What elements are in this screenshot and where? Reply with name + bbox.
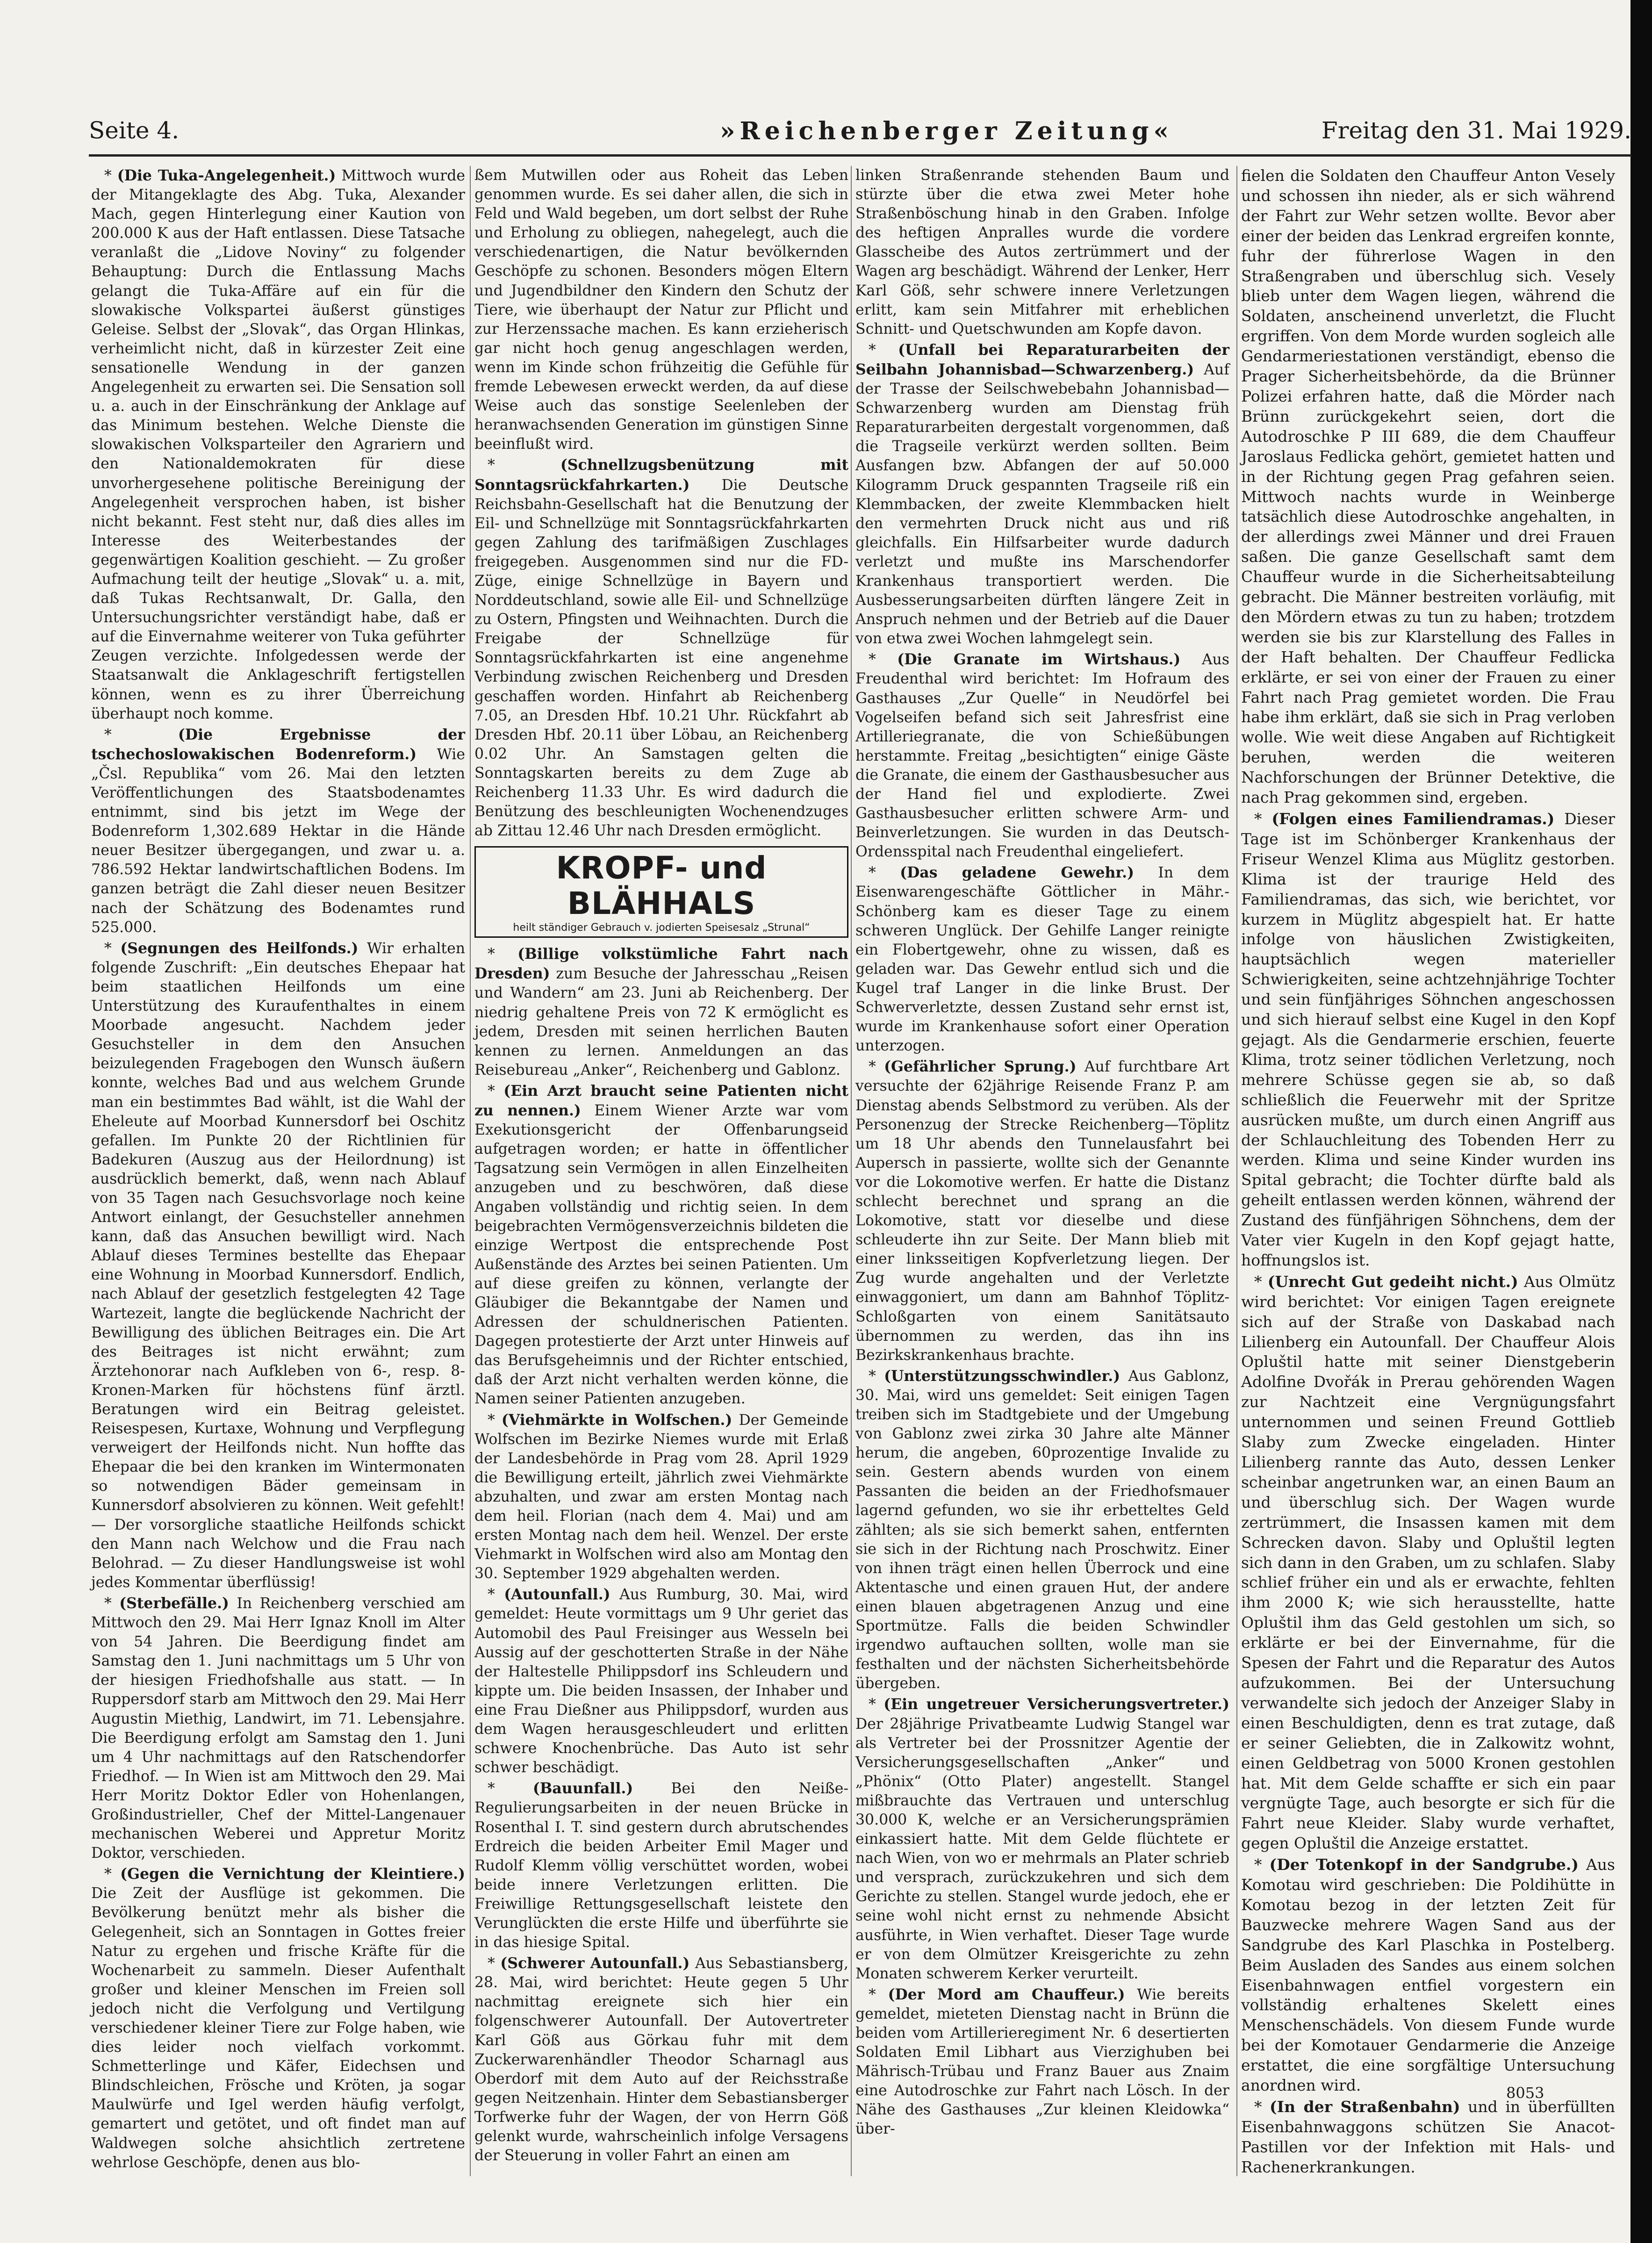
article-heading: (Das geladene Gewehr.) [900, 864, 1134, 882]
article-body: fielen die Soldaten den Chauffeur Anton Vesely und schossen ihn nieder, als er sich während der Fahrt zur Wehr setzen wollte. Bevor aber einer der beiden das Lenkrad ergreifen konnte, fuhr der führerlose Wagen in den Straßengraben und überschlug sich. Vesely blieb unter dem Wagen liegen, während die Soldaten, anscheinend unverletzt, die Flucht ergriffen. Von dem Morde wurden sogleich alle Gendarmeriestationen verständigt, ebenso die Prager Sicherheitsbehörde, da die Brünner Polizei erfahren hatte, daß die Mörder nach Brünn zurückgekehrt seien, dort die Autodroschke P III 689, die dem Chauffeur Jaroslaus Fedlicka gehört, gemietet hatten und in der Richtung gegen Prag gefahren seien. Mittwoch nachts wurde in Weinberge tatsächlich diese Autodroschke angehalten, in der allerdings zwei Männer und drei Frauen saßen. Die ganze Gesellschaft samt dem Chauffeur wurde in die Sicherheitsabteilung gebracht. Die Männer bestreiten vorläufig, mit den Mördern etwas zu tun zu haben; trotzdem werden sie bis zur Klarstellung des Falles in der Haft behalten. Der Chauffeur Fedlicka erklärte, er sei von einer der Frauen zu einer Fahrt nach Prag gemietet worden. Die Frau habe ihm erklärt, daß sie sich in Prag verloben wolle. Wie weit diese Angaben auf Richtigkeit beruhen, werden die weiteren Nachforschungen der Brünner Detektive, die nach Prag gekommen sind, ergeben. [1241, 166, 1615, 807]
article-body: Aus Olmütz wird berichtet: Vor einigen Tagen ereignete sich auf der Straße von Daskabad nach Lilienberg ein Autounfall. Der Chauffeur Alois Opluštil hatte mit seiner Dienstgeberin Adolfine Dvořák in Prerau gehörenden Wagen zur Nachtzeit eine Vergnügungsfahrt unternommen und seinen Freund Gottlieb Slaby zum Zwecke eingeladen. Hinter Lilienberg rannte das Auto, dessen Lenker scheinbar angetrunken war, an einen Baum an und überschlug sich. Der Wagen wurde zertrümmert, die Insassen kamen mit dem Schrecken davon. Slaby und Opluštil legten sich dann in den Graben, um zu schlafen. Slaby schlief früher ein und als er erwachte, fehlten ihm 2000 K; wie sich herausstellte, hatte Opluštil ihm das Geld gestohlen um sich, so erklärte er bei der Einvernahme, für die Spesen der Fahrt und die Reparatur des Autos aufzukommen. Bei der Untersuchung verwandelte sich jedoch der Anzeiger Slaby in einen Beschuldigten, denn es trat zutage, daß er seiner Geliebten, die in Zalkowitz wohnt, einen Geldbetrag von 5000 Kronen gestohlen hat. Mit dem Gelde schaffte er sich ein paar vergnügte Tage, auch besorgte er sich für die Fahrt neue Kleider. Slaby wurde verhaftet, gegen Opluštil die Anzeige erstattet. [1241, 1272, 1616, 1853]
article-body: und in überfüllten Eisenbahnwaggons schützen Sie Anacot-Pastillen vor der Infektion mit Hals- und Rachenerkrankungen. [1241, 2098, 1615, 2176]
article-body: Aus Komotau wird geschrieben: Die Poldihütte in Komotau bezog in der letzten Zeit für Bauzwecke mehrere Wagen Sand aus der Sandgrube des Karl Plaschka in Postelberg. Beim Ausladen des Sandes aus einem solchen Eisenbahnwagen entfiel vorgestern ein vollständig erhaltenes Skelett eines Menschenschädels. Von diesem Funde wurde bei der Komotauer Gendarmerie die Anzeige erstattet, die eine sorgfältige Untersuchung anordnen wird. [1241, 1855, 1615, 2095]
article-heading: (Der Totenkopf in der Sandgrube.) [1269, 1855, 1579, 1874]
header-rule [89, 154, 1631, 157]
article-item: * (Die Granate im Wirtshaus.) Aus Freudenthal wird berichtet: Im Hofraum des Gasthauses „Zur Quelle“ in Neudörfel bei Vogelseifen befand sich seit Jahresfrist eine Artilleriegranate, die von Schießübungen herstammte. Freitag „besichtigten“ einige Gäste die Granate, die einem der Gasthausbesucher aus der Hand fiel und explodierte. Zwei Gasthausbesucher erlitten schwere Arm- und Beinverletzungen. Sie wurden in das Deutsch-Ordensspital nach Freudenthal eingeliefert. [855, 651, 1230, 861]
article-body: Die Zeit der Ausflüge ist gekommen. Die Bevölkerung benützt mehr als bisher die Gelegenheit, sich an Sonntagen in Gottes freier Natur zu ergehen und frische Kräfte für die Wochenarbeit zu sammeln. Dieser Aufenthalt großer und kleiner Menschen im Freien soll jedoch nicht die Verfolgung und Vertilgung verschiedener kleiner Tiere zur Folge haben, wie dies leider noch vielfach vorkommt. Schmetterlinge und Käfer, Eidechsen und Blindschleichen, Frösche und Kröten, ja sogar Maulwürfe und Igel werden häufig verfolgt, gemartert und getötet, und oft findet man auf Waldwegen solche ahsichtlich zertretene wehrlose Geschöpfe, denen aus blo- [91, 1885, 465, 2171]
article-body: ßem Mutwillen oder aus Roheit das Leben genommen wurde. Es sei daher allen, die sich in Feld und Wald begeben, um dort selbst der Ruhe und Erholung zu obliegen, nahegelegt, auch die verschiedenartigen, die Natur bevölkernden Geschöpfe zu schonen. Besonders mögen Eltern und Jugendbildner den Kindern den Schutz der Tiere, wie überhaupt der Natur zur Pflicht und zur Herzenssache machen. Es kann erzieherisch gar nicht hoch genug angeschlagen werden, wenn im Kinde schon frühzeitig die Gefühle für fremde Lebewesen erweckt werden, da auf diese Weise auch das sonstige Seelenleben der heranwachsenden Generation im günstigen Sinne beeinflußt wird. [474, 167, 848, 453]
advertisement-headline: KROPF- und BLÄHHALS [556, 850, 767, 922]
advertisement [474, 846, 848, 938]
article-heading: (Folgen eines Familiendramas.) [1271, 810, 1555, 828]
article-item: * (Unrecht Gut gedeiht nicht.) Aus Olmütz wird berichtet: Vor einigen Tagen ereignete sich auf der Straße von Daskabad nach Lilienberg ein Autounfall. Der Chauffeur Alois Opluštil hatte mit seiner Dienstgeberin Adolfine Dvořák in Prerau gehörenden Wagen zur Nachtzeit eine Vergnügungsfahrt unternommen und seinen Freund Gottlieb Slaby zum Zwecke eingeladen. Hinter Lilienberg rannte das Auto, dessen Lenker scheinbar angetrunken war, an einen Baum an und überschlug sich. Der Wagen wurde zertrümmert, die Insassen kamen mit dem Schrecken davon. Slaby und Opluštil legten sich dann in den Graben, um zu schlafen. Slaby schlief früher ein und als er erwachte, fehlten ihm 2000 K; wie sich herausstellte, hatte Opluštil ihm das Geld gestohlen um sich, so erklärte er bei der Einvernahme, für die Spesen der Fahrt und die Reparatur des Autos aufzukommen. Bei der Untersuchung verwandelte sich jedoch der Anzeiger Slaby in einen Beschuldigten, denn es trat zutage, daß er seiner Geliebten, die in Zalkowitz wohnt, einen Geldbetrag von 5000 Kronen gestohlen hat. Mit dem Gelde schaffte er sich ein paar vergnügte Tage, auch besorgte er sich für die Fahrt neue Kleider. Slaby wurde verhaftet, gegen Opluštil die Anzeige erstattet. [1241, 1272, 1616, 1853]
article-heading: (Autounfall.) [504, 1586, 611, 1603]
article-item: * (Segnungen des Heilfonds.) Wir erhalten folgende Zuschrift: „Ein deutsches Ehepaar hat beim staatlichen Heilfonds um eine Unterstützung des Kuraufenthaltes in einem Moorbade angesucht. Nachdem jeder Gesuchsteller in dem den Ansuchen beizulegenden Fragebogen den Wunsch äußern konnte, welches Bad und aus welchem Grunde man ein bestimmtes Bad wählt, ist die Wahl der Eheleute auf Moorbad Kunnersdorf bei Oschitz gefallen. Im Punkte 20 der Richtlinien für Badekuren (Auszug aus der Heilordnung) ist ausdrücklich bemerkt, daß, wenn nach Ablauf von 35 Tagen nach Gesuchsvorlage noch keine Antwort einlangt, der Gesuchsteller annehmen kann, daß das Ansuchen bewilligt wird. Nach Ablauf dieses Termines bestellte das Ehepaar eine Wohnung in Moorbad Kunnersdorf. Endlich, nach Ablauf der gesetzlich festgelegten 42 Tage Wartezeit, langte die beglückende Nachricht der Bewilligung des üblichen Beitrages ein. Die Art des Beitrages ist nicht erwähnt; zum Ärztehonorar nach Aufkleben von 6-, resp. 8-Kronen-Marken für höchstens fünf ärztl. Beratungen wird ein Beitrag geleistet. Reisespesen, Kurtaxe, Wohnung und Verpflegung verweigert der Heilfonds nicht. Nun hoffte das Ehepaar die bei den kranken im Wintermonaten so notwendigen Bäder gemeinsam in Kunnersdorf absolvieren zu können. Weit gefehlt! — Der vorsorgliche staatliche Heilfonds schickt den Mann nach Welchow und die Frau nach Belohrad. — Zu dieser Handlungsweise ist wohl jedes Kommentar überflüssig! [91, 939, 466, 1591]
article-heading: (Ein ungetreuer Versicherungsvertreter.) [883, 1696, 1229, 1713]
article-item: * (Ein Arzt braucht seine Patienten nicht zu nennen.) Einem Wiener Arzte war vom Exekutionsgericht der Offenbarungseid aufgetragen worden; er hatte in öffentlicher Tagsatzung sein Vermögen in allen Einzelheiten anzugeben und zu beschwören, daß diese Angaben vollständig und richtig seien. In dem beigebrachten Vermögensverzeichnis bildeten die einzige Wertpost die entsprechende Post Außenstände des Arztes bei seinen Patienten. Um auf diese greifen zu können, verlangte der Gläubiger die Bekanntgabe der Namen und Adressen der schuldnerischen Patienten. Dagegen protestierte der Arzt unter Hinweis auf das Berufsgeheimnis und der Richter entschied, daß der Arzt nicht verhalten werden könne, die Namen seiner Patienten anzugeben. [474, 1082, 849, 1408]
article-item: * (Billige volkstümliche Fahrt nach Dresden) zum Besuche der Jahresschau „Reisen und Wandern“ am 23. Juni ab Reichenberg. Der niedrig gehaltene Preis von 72 K ermöglicht es jedem, Dresden mit seinen herrlichen Bauten kennen zu lernen. Anmeldungen an das Reisebureau „Anker“, Reichenberg und Gablonz. [474, 945, 848, 1078]
column-3 [855, 166, 1229, 2141]
article-body: Wir erhalten folgende Zuschrift: „Ein deutsches Ehepaar hat beim staatlichen Heilfonds um eine Unterstützung des Kuraufenthaltes in einem Moorbade angesucht. Nachdem jeder Gesuchsteller in dem den Ansuchen beizulegenden Fragebogen den Wunsch äußern konnte, welches Bad und aus welchem Grunde man ein bestimmtes Bad wählt, ist die Wahl der Eheleute auf Moorbad Kunnersdorf bei Oschitz gefallen. Im Punkte 20 der Richtlinien für Badekuren (Auszug aus der Heilordnung) ist ausdrücklich bemerkt, daß, wenn nach Ablauf von 35 Tagen nach Gesuchsvorlage noch keine Antwort einlangt, der Gesuchsteller annehmen kann, daß das Ansuchen bewilligt wird. Nach Ablauf dieses Termines bestellte das Ehepaar eine Wohnung in Moorbad Kunnersdorf. Endlich, nach Ablauf der gesetzlich festgelegten 42 Tage Wartezeit, langte die beglückende Nachricht der Bewilligung des üblichen Beitrages ein. Die Art des Beitrages ist nicht erwähnt; zum Ärztehonorar nach Aufkleben von 6-, resp. 8-Kronen-Marken für höchstens fünf ärztl. Beratungen wird ein Beitrag geleistet. Reisespesen, Kurtaxe, Wohnung und Verpflegung verweigert der Heilfonds nicht. Nun hoffte das Ehepaar die bei den kranken im Wintermonaten so notwendigen Bäder gemeinsam in Kunnersdorf absolvieren zu können. Weit gefehlt! — Der vorsorgliche staatliche Heilfonds schickt den Mann nach Welchow und die Frau nach Belohrad. — Zu dieser Handlungsweise ist wohl jedes Kommentar überflüssig! [91, 940, 466, 1591]
article-heading: (Ein Arzt braucht seine Patienten nicht zu nennen.) [474, 1082, 848, 1120]
article-item [474, 166, 848, 454]
article-item: * (Ein ungetreuer Versicherungsvertreter.) Der 28jährige Privatbeamte Ludwig Stangel war als Vertreter bei der Prossnitzer Agentie der Versicherungsgesellschaften „Anker“ und „Phönix“ (Otto Plater) angestellt. Stangel mißbrauchte das Vertrauen und unterschlug 30.000 K, welche er an Versicherungsprämien einkassiert hatte. Mit dem Gelde flüchtete er nach Wien, von wo er mehrmals an Plater schrieb und versprach, zurückzukehren und sich dem Gerichte zu stellen. Stangel wurde jedoch, ehe er seine wohl nicht ernst zu nehmende Absicht ausführte, in Wien verhaftet. Dieser Tage wurde er von dem Olmützer Kreisgerichte zu zehn Monaten schwerem Kerker verurteilt. [855, 1696, 1229, 1982]
issue-date: Freitag den 31. Mai 1929. [1321, 117, 1631, 144]
article-body: Die Deutsche Reichsbahn-Gesellschaft hat die Benutzung der Eil- und Schnellzüge mit Sonntagsrückfahrkarten gegen Zahlung des tarifmäßigen Zuschlages freigegeben. Ausgenommen sind nur die FD-Züge, einige Schnellzüge in Bayern und Norddeutschland, sowie alle Eil- und Schnellzüge zu Ostern, Pfingsten und Weihnachten. Durch die Freigabe der Schnellzüge für Sonntagsrückfahrkarten ist eine angenehme Verbindung zwischen Reichenberg und Dresden geschaffen worden. Hinfahrt ab Reichenberg 7.05, an Dresden Hbf. 10.21 Uhr. Rückfahrt ab Dresden Hbf. 20.11 über Löbau, an Reichenberg 0.02 Uhr. An Samstagen gelten die Sonntagskarten bereits zu dem Zuge ab Reichenberg 11.33 Uhr. Es wird dadurch die Benützung des beschleunigten Wochenendzuges ab Zittau 12.46 Uhr nach Dresden ermöglicht. [474, 476, 848, 840]
article-item: * (Schwerer Autounfall.) Aus Sebastiansberg, 28. Mai, wird berichtet: Heute gegen 5 Uhr nachmittag ereignete sich hier ein folgenschwerer Autounfall. Der Autovertreter Karl Göß aus Görkau fuhr mit dem Zuckerwarenhändler Theodor Scharnagl aus Oberdorf mit dem Auto auf der Reichsstraße gegen Neitzenhain. Hinter dem Sebastiansberger Torfwerke fuhr der Wagen, der von Herrn Göß gelenkt wurde, wahrscheinlich infolge Versagens der Steuerung in voller Fahrt an einen am [474, 1955, 849, 2164]
article-item: * (Sterbefälle.) In Reichenberg verschied am Mittwoch den 29. Mai Herr Ignaz Knoll im Alter von 54 Jahren. Die Beerdigung findet am Samstag den 1. Juni nachmittags um 5 Uhr von der hiesigen Friedhofshalle aus statt. — In Ruppersdorf starb am Mittwoch den 29. Mai Herr Augustin Miethig, Landwirt, im 71. Lebensjahre. Die Beerdigung erfolgt am Samstag den 1. Juni um 4 Uhr nachmittags auf den Ratschendorfer Friedhof. — In Wien ist am Mittwoch den 29. Mai Herr Moritz Doktor Edler von Hohenlangen, Großindustrieller, Chef der Mittel-Langenauer mechanischen Weberei und Appretur Moritz Doktor, verschieden. [91, 1594, 466, 1862]
article-heading: (Gefährlicher Sprung.) [884, 1058, 1077, 1076]
column-divider [851, 166, 852, 2176]
article-body: Der Gemeinde Wolfschen im Bezirke Niemes wurde mit Erlaß der Landesbehörde in Prag vom 28. April 1929 die Bewilligung erteilt, jährlich zwei Viehmärkte abzuhalten, und zwar am ersten Montag nach dem heil. Florian (nach dem 4. Mai) und am ersten Montag nach dem heil. Wenzel. Der erste Viehmarkt in Wolfschen wird also am Montag den 30. September 1929 abgehalten werden. [474, 1411, 848, 1582]
article-body: Dieser Tage ist im Schönberger Krankenhaus der Friseur Wenzel Klima aus Müglitz gestorben. Klima ist der traurige Held des Familiendramas, das sich, wie berichtet, vor kurzem in Müglitz abgespielt hat. Er hatte infolge von häuslichen Zwistigkeiten, hauptsächlich wegen materieller Schwierigkeiten, seine achtzehnjährige Tochter und sein fünfjähriges Söhnchen angeschossen und sich hierauf selbst eine Kugel in den Kopf gejagt. Als die Gendarmerie erschien, feuerte Klima, trotz seiner tödlichen Verletzung, noch mehrere Schüsse gegen sie ab, so daß schließlich die Feuerwehr mit der Spritze ausrücken mußte, um durch einen Angriff aus der Schlauchleitung des Tobenden Herr zu werden. Klima und seine Kinder wurden ins Spital gebracht; die Tochter dürfte bald als geheilt entlassen werden können, während der Zustand des fünfjährigen Söhnchens, dem der Vater vier Kugeln in den Kopf gejagt hatte, hoffnungslos ist. [1241, 810, 1615, 1269]
column-divider [470, 166, 471, 2176]
column-4 [1241, 166, 1615, 2179]
footer-number: 8053 [1506, 2084, 1544, 2102]
article-item: * (Der Mord am Chauffeur.) Wie bereits gemeldet, mieteten Dienstag nacht in Brünn die beiden vom Artillerieregiment Nr. 6 desertierten Soldaten Emil Libhart aus Vierzighuben bei Mährisch-Trübau und Franz Bauer aus Znaim eine Autodroschke zur Fahrt nach Lösch. In der Nähe des Gasthauses „Zur kleinen Kleidowka“ über- [855, 1985, 1229, 2138]
article-heading: (Schnellzugsbenützung mit Sonntagsrückfahrkarten.) [474, 456, 848, 494]
article-item: * (Autounfall.) Aus Rumburg, 30. Mai, wird gemeldet: Heute vormittags um 9 Uhr geriet das Automobil des Paul Freisinger aus Wesseln bei Aussig auf der geschotterten Straße in der Nähe der Haltestelle Philippsdorf ins Schleudern und kippte um. Die beiden Insassen, der Inhaber und eine Frau Dießner aus Philippsdorf, wurden aus dem Wagen herausgeschleudert und erlitten schwere Knochenbrüche. Das Auto ist sehr schwer beschädigt. [474, 1586, 848, 1776]
article-item: * (Die Tuka-Angelegenheit.) Mittwoch wurde der Mitangeklagte des Abg. Tuka, Alexander Mach, gegen Hinterlegung einer Kaution von 200.000 K aus der Haft entlassen. Diese Tatsache veranlaßt die „Lidove Noviny“ zu folgender Behauptung: Durch die Entlassung Machs gelangt die Tuka-Affäre auf ein für die slowakische Volkspartei äußerst günstiges Geleise. Selbst der „Slovak“, das Organ Hlinkas, verheimlicht nicht, daß in kürzester Zeit eine sensationelle Wendung in der ganzen Angelegenheit zu erwarten sei. Die Sensation soll u. a. auch in der Einschränkung der Anklage auf das Minimum bestehen. Welche Dienste die slowakischen Volksparteiler den Agrariern und den Nationaldemokraten für diese unvorhergesehene politische Bereinigung der Angelegenheit versprochen haben, ist bisher nicht bekannt. Fest steht nur, daß dies alles im Interesse des Weiterbestandes der gegenwärtigen Koalition geschieht. — Zu großer Aufmachung teilt der heutige „Slovak“ u. a. mit, daß Tukas Rechtsanwalt, Dr. Galla, den Untersuchungsrichter verständigt habe, daß er auf die Einvernahme weiterer von Tuka geführter Zeugen verzichte. Infolgedessen werde der Staatsanwalt die Anklageschrift fertigstellen können, wenn es zu ihrer Überreichung überhaupt noch komme. [91, 167, 466, 722]
article-body: Mittwoch wurde der Mitangeklagte des Abg. Tuka, Alexander Mach, gegen Hinterlegung einer Kaution von 200.000 K aus der Haft entlassen. Diese Tatsache veranlaßt die „Lidove Noviny“ zu folgender Behauptung: Durch die Entlassung Machs gelangt die Tuka-Affäre auf ein für die slowakische Volkspartei äußerst günstiges Geleise. Selbst der „Slovak“, das Organ Hlinkas, verheimlicht nicht, daß in kürzester Zeit eine sensationelle Wendung in der ganzen Angelegenheit zu erwarten sei. Die Sensation soll u. a. auch in der Einschränkung der Anklage auf das Minimum bestehen. Welche Dienste die slowakischen Volksparteiler den Agrariern und den Nationaldemokraten für diese unvorhergesehene politische Bereinigung der Angelegenheit versprochen haben, ist bisher nicht bekannt. Fest steht nur, daß dies alles im Interesse des Weiterbestandes der gegenwärtigen Koalition geschieht. — Zu großer Aufmachung teilt der heutige „Slovak“ u. a. mit, daß Tukas Rechtsanwalt, Dr. Galla, den Untersuchungsrichter verständigt habe, daß er auf die Einvernahme weiterer von Tuka geführter Zeugen verzichte. Infolgedessen werde der Staatsanwalt die Anklageschrift fertigstellen können, wenn es zu ihrer Überreichung überhaupt noch komme. [91, 167, 466, 722]
article-item [855, 166, 1229, 339]
article-heading: (Bauunfall.) [532, 1780, 633, 1797]
scan-edge-shadow [1630, 0, 1652, 2243]
column-divider [1236, 166, 1237, 2176]
article-body: Bei den Neiße-Regulierungsarbeiten in der neuen Brücke in Rosenthal I. T. sind gestern durch abrutschendes Erdreich die beiden Arbeiter Emil Mager und Rudolf Klemm völlig verschüttet worden, wobei beide innere Verletzungen erlitten. Die Freiwillige Rettungsgesellschaft leistete den Verunglückten die erste Hilfe und überführte sie in das hiesige Spital. [474, 1780, 849, 1951]
article-heading: (Billige volkstümliche Fahrt nach Dresden) [474, 945, 848, 983]
article-item: * (Unterstützungsschwindler.) Aus Gablonz, 30. Mai, wird uns gemeldet: Seit einigen Tagen treiben sich im Stadtgebiete und der Umgebung von Gablonz zwei zirka 30 Jahre alte Männer herum, die angeben, 60prozentige Invalide zu sein. Gestern abends wurden von einem Passanten die beiden an der Friedhofsmauer lagernd gefunden, wo sie ihr erbetteltes Geld zählten; als sie sich bemerkt sahen, entfernten sie sich in der Richtung nach Proschwitz. Einer von ihnen trägt einen hellen Überrock und eine Aktentasche und einen grauen Hut, der andere einen blauen abgetragenen Anzug und eine Sportmütze. Falls die beiden Schwindler irgendwo auftauchen sollten, wolle man sie festhalten und der nächsten Sicherheitsbehörde übergeben. [855, 1367, 1229, 1692]
article-item: * (Das geladene Gewehr.) In dem Eisenwarengeschäfte Göttlicher in Mähr.-Schönberg kam es dieser Tage zu einem schweren Unglück. Der Gehilfe Langer reinigte ein Flobertgewehr, ohne zu wissen, daß es geladen war. Das Gewehr entlud sich und die Kugel traf Langer in die linke Brust. Der Schwerverletzte, dessen Zustand sehr ernst ist, wurde im Krankenhause sofort einer Operation unterzogen. [855, 864, 1230, 1055]
article-body: In Reichenberg verschied am Mittwoch den 29. Mai Herr Ignaz Knoll im Alter von 54 Jahren. Die Beerdigung findet am Samstag den 1. Juni nachmittags um 5 Uhr von der hiesigen Friedhofshalle aus statt. — In Ruppersdorf starb am Mittwoch den 29. Mai Herr Augustin Miethig, Landwirt, im 71. Lebensjahre. Die Beerdigung erfolgt am Samstag den 1. Juni um 4 Uhr nachmittags auf den Ratschendorfer Friedhof. — In Wien ist am Mittwoch den 29. Mai Herr Moritz Doktor Edler von Hohenlangen, Großindustrieller, Chef der Mittel-Langenauer mechanischen Weberei und Appretur Moritz Doktor, verschieden. [91, 1595, 466, 1862]
column-2 [474, 166, 848, 2167]
article-body: Auf furchtbare Art versuchte der 62jährige Reisende Franz P. am Dienstag abends Selbstmord zu verüben. Als der Personenzug der Strecke Reichenberg—Töplitz um 18 Uhr abends den Tunnelausfahrt bei Aupersch in passierte, wollte sich der Genannte vor die Lokomotive werfen. Er hatte die Distanz schlecht berechnet und sprang an die Lokomotive, statt vor dieselbe und diese schleuderte ihn zur Seite. Der Mann blieb mit einer linksseitigen Kopfverletzung liegen. Der Zug wurde angehalten und der Verletzte einwaggoniert, um dann am Bahnhof Töplitz-Schloßgarten von einem Sanitätsauto übernommen zu werden, das ihn ins Bezirkskrankenhaus brachte. [855, 1058, 1229, 1364]
article-item: * (Gegen die Vernichtung der Kleintiere.) Die Zeit der Ausflüge ist gekommen. Die Bevölkerung benützt mehr als bisher die Gelegenheit, sich an Sonntagen in Gottes freier Natur zu ergehen und frische Kräfte für die Wochenarbeit zu sammeln. Dieser Aufenthalt großer und kleiner Menschen im Freien soll jedoch nicht die Verfolgung und Vertilgung verschiedener kleiner Tiere zur Folge haben, wie dies leider noch vielfach vorkommt. Schmetterlinge und Käfer, Eidechsen und Blindschleichen, Frösche und Kröten, ja sogar Maulwürfe und Igel werden häufig verfolgt, gemartert und getötet, und oft findet man auf Waldwegen solche ahsichtlich zertretene wehrlose Geschöpfe, denen aus blo- [91, 1865, 465, 2171]
article-heading: (Sterbefälle.) [119, 1594, 229, 1612]
article-item: * (Viehmärkte in Wolfschen.) Der Gemeinde Wolfschen im Bezirke Niemes wurde mit Erlaß der Landesbehörde in Prag vom 28. April 1929 die Bewilligung erteilt, jährlich zwei Viehmärkte abzuhalten, und zwar am ersten Montag nach dem heil. Florian (nach dem 4. Mai) und am ersten Montag nach dem heil. Wenzel. Der erste Viehmarkt in Wolfschen wird also am Montag den 30. September 1929 abgehalten werden. [474, 1411, 848, 1582]
article-body: Auf der Trasse der Seilschwebebahn Johannisbad—Schwarzenberg wurden am Dienstag früh Reparaturarbeiten dergestalt vorgenommen, daß die Tragseile verkürzt werden sollten. Beim Ausfangen bzw. Abfangen der auf 50.000 Kilogramm Druck gespannten Tragseile riß ein Klemmbacken, der zweite Klemmbacken hielt den vermehrten Druck nicht aus und riß gleichfalls. Ein Hilfsarbeiter wurde dadurch verletzt und mußte ins Marschendorfer Krankenhaus transportiert werden. Die Ausbesserungsarbeiten dürften längere Zeit in Anspruch nehmen und der Betrieb auf die Dauer von etwa zwei Wochen lahmgelegt sein. [855, 361, 1229, 647]
article-heading: (Die Granate im Wirtshaus.) [897, 651, 1181, 669]
article-body: Aus Rumburg, 30. Mai, wird gemeldet: Heute vormittags um 9 Uhr geriet das Automobil des Paul Freisinger aus Wesseln bei Aussig auf der geschotterten Straße in der Nähe der Haltestelle Philippsdorf ins Schleudern und kippte um. Die beiden Insassen, der Inhaber und eine Frau Dießner aus Philippsdorf, wurden aus dem Wagen herausgeschleudert und erlitten schwere Knochenbrüche. Das Auto ist sehr schwer beschädigt. [474, 1586, 848, 1776]
article-item: * (Die Ergebnisse der tschechoslowakischen Bodenreform.) Wie „Čsl. Republika“ vom 26. Mai den letzten Veröffentlichungen des Staatsbodenamtes entnimmt, sind bis jetzt im Wege der Bodenreform 1,302.689 Hektar in die Hände neuer Besitzer übergegangen, und zwar u. a. 786.592 Hektar landwirtschaftlichen Bodens. Im ganzen beträgt die Zahl dieser neuen Besitzer nach der Schätzung des Bodenamtes rund 525.000. [91, 726, 466, 936]
article-heading: (Die Tuka-Angelegenheit.) [117, 167, 336, 184]
article-heading: (Der Mord am Chauffeur.) [888, 1985, 1125, 2003]
article-item: * (Folgen eines Familiendramas.) Dieser Tage ist im Schönberger Krankenhaus der Friseur Wenzel Klima aus Müglitz gestorben. Klima ist der traurige Held des Familiendramas, das sich, wie berichtet, vor kurzem in Müglitz abgespielt hat. Er hatte infolge von häuslichen Zwistigkeiten, hauptsächlich wegen materieller Schwierigkeiten, seine achtzehnjährige Tochter und sein fünfjähriges Söhnchen angeschossen und sich hierauf selbst eine Kugel in den Kopf gejagt. Als die Gendarmerie erschien, feuerte Klima, trotz seiner tödlichen Verletzung, noch mehrere Schüsse gegen sie ab, so daß schließlich die Feuerwehr mit der Spritze ausrücken mußte, um durch einen Angriff aus der Schlauchleitung des Tobenden Herr zu werden. Klima und seine Kinder wurden ins Spital gebracht; die Tochter dürfte bald als geheilt entlassen werden können, während der Zustand des fünfjährigen Söhnchens, dem der Vater vier Kugeln in den Kopf gejagt hatte, hoffnungslos ist. [1241, 810, 1615, 1269]
article-body: Aus Sebastiansberg, 28. Mai, wird berichtet: Heute gegen 5 Uhr nachmittag ereignete sich hier ein folgenschwerer Autounfall. Der Autovertreter Karl Göß aus Görkau fuhr mit dem Zuckerwarenhändler Theodor Scharnagl aus Oberdorf mit dem Auto auf der Reichsstraße gegen Neitzenhain. Hinter dem Sebastiansberger Torfwerke fuhr der Wagen, der von Herrn Göß gelenkt wurde, wahrscheinlich infolge Versagens der Steuerung in voller Fahrt an einen am [474, 1955, 849, 2164]
article-item [1241, 166, 1615, 808]
article-item: * (In der Straßenbahn) und in überfüllten Eisenbahnwaggons schützen Sie Anacot-Pastillen vor der Infektion mit Hals- und Rachenerkrankungen. [1241, 2098, 1615, 2176]
article-heading: (Viehmärkte in Wolfschen.) [501, 1411, 733, 1429]
article-heading: (Gegen die Vernichtung der Kleintiere.) [120, 1865, 465, 1883]
article-body: Einem Wiener Arzte war vom Exekutionsgericht der Offenbarungseid aufgetragen worden; er hatte in öffentlicher Tagsatzung sein Vermögen in allen Einzelheiten anzugeben und zu beschwören, daß diese Angaben vollständig und richtig seien. In dem beigebrachten Vermögensverzeichnis bildeten die einzige Wertpost die entsprechende Post Außenstände des Arztes bei seinen Patienten. Um auf diese greifen zu können, verlangte der Gläubiger die Bekanntgabe der Namen und Adressen der schuldnerischen Patienten. Dagegen protestierte der Arzt unter Hinweis auf das Berufsgeheimnis und der Richter entschied, daß der Arzt nicht verhalten werden könne, die Namen seiner Patienten anzugeben. [474, 1102, 849, 1408]
newspaper-title: »Reichenberger Zeitung« [720, 117, 1173, 145]
article-heading: (Unrecht Gut gedeiht nicht.) [1267, 1272, 1518, 1291]
article-body: Aus Gablonz, 30. Mai, wird uns gemeldet: Seit einigen Tagen treiben sich im Stadtgebiete und der Umgebung von Gablonz zwei zirka 30 Jahre alte Männer herum, die angeben, 60prozentige Invalide zu sein. Gestern abends wurden von einem Passanten die beiden an der Friedhofsmauer lagernd gefunden, wo sie ihr erbetteltes Geld zählten; als sie sich bemerkt sahen, entfernten sie sich in der Richtung nach Proschwitz. Einer von ihnen trägt einen hellen Überrock und eine Aktentasche und einen grauen Hut, der andere einen blauen abgetragenen Anzug und eine Sportmütze. Falls die beiden Schwindler irgendwo auftauchen sollten, wolle man sie festhalten und der nächsten Sicherheitsbehörde übergeben. [855, 1367, 1229, 1692]
article-heading: (In der Straßenbahn) [1270, 2098, 1460, 2116]
article-item: * (Der Totenkopf in der Sandgrube.) Aus Komotau wird geschrieben: Die Poldihütte in Komotau bezog in der letzten Zeit für Bauzwecke mehrere Wagen Sand aus der Sandgrube des Karl Plaschka in Postelberg. Beim Ausladen des Sandes aus einem solchen Eisenbahnwagen entfiel vorgestern ein vollständig erhaltenes Skelett eines Menschenschädels. Von diesem Funde wurde bei der Komotauer Gendarmerie die Anzeige erstattet, die eine sorgfältige Untersuchung anordnen wird. [1241, 1855, 1615, 2095]
article-heading: (Unterstützungsschwindler.) [884, 1367, 1120, 1385]
article-body: Wie bereits gemeldet, mieteten Dienstag nacht in Brünn die beiden vom Artillerieregiment Nr. 6 desertierten Soldaten Emil Libhart aus Vierzighuben bei Mährisch-Trübau und Franz Bauer aus Znaim eine Autodroschke zur Fahrt nach Lösch. In der Nähe des Gasthauses „Zur kleinen Kleidowka“ über- [855, 1986, 1229, 2138]
article-heading: (Schwerer Autounfall.) [500, 1955, 690, 1972]
article-item: * (Schnellzugsbenützung mit Sonntagsrückfahrkarten.) Die Deutsche Reichsbahn-Gesellschaft hat die Benutzung der Eil- und Schnellzüge mit Sonntagsrückfahrkarten gegen Zahlung des tarifmäßigen Zuschlages freigegeben. Ausgenommen sind nur die FD-Züge, einige Schnellzüge in Bayern und Norddeutschland, sowie alle Eil- und Schnellzüge zu Ostern, Pfingsten und Weihnachten. Durch die Freigabe der Schnellzüge für Sonntagsrückfahrkarten ist eine angenehme Verbindung zwischen Reichenberg und Dresden geschaffen worden. Hinfahrt ab Reichenberg 7.05, an Dresden Hbf. 10.21 Uhr. Rückfahrt ab Dresden Hbf. 20.11 über Löbau, an Reichenberg 0.02 Uhr. An Samstagen gelten die Sonntagskarten bereits zu dem Zuge ab Reichenberg 11.33 Uhr. Es wird dadurch die Benützung des beschleunigten Wochenendzuges ab Zittau 12.46 Uhr nach Dresden ermöglicht. [474, 456, 848, 840]
article-body: Aus Freudenthal wird berichtet: Im Hofraum des Gasthauses „Zur Quelle“ in Neudörfel bei Vogelseifen befand sich seit Jahresfrist eine Artilleriegranate, die von Schießübungen herstammte. Freitag „besichtigten“ einige Gäste die Granate, die einem der Gasthausbesucher aus der Hand fiel und explodierte. Zwei Gasthausbesucher erlitten schwere Arm- und Beinverletzungen. Sie wurden in das Deutsch-Ordensspital nach Freudenthal eingeliefert. [855, 651, 1230, 861]
article-body: In dem Eisenwarengeschäfte Göttlicher in Mähr.-Schönberg kam es dieser Tage zu einem schweren Unglück. Der Gehilfe Langer reinigte ein Flobertgewehr, ohne zu wissen, daß es geladen war. Das Gewehr entlud sich und die Kugel traf Langer in die linke Brust. Der Schwerverletzte, dessen Zustand sehr ernst ist, wurde im Krankenhause sofort einer Operation unterzogen. [855, 864, 1230, 1055]
article-body: linken Straßenrande stehenden Baum und stürzte über die etwa zwei Meter hohe Straßenböschung hinab in den Graben. Infolge des heftigen Anpralles wurde die vordere Glasscheibe des Autos zertrümmert und der Wagen arg beschädigt. Während der Lenker, Herr Karl Göß, sehr schwere innere Verletzungen erlitt, kam sein Mitfahrer mit erheblichen Schnitt- und Quetschwunden am Kopfe davon. [855, 167, 1229, 338]
page-header [89, 117, 1631, 154]
article-body: Wie „Čsl. Republika“ vom 26. Mai den letzten Veröffentlichungen des Staatsbodenamtes entnimmt, sind bis jetzt im Wege der Bodenreform 1,302.689 Hektar in die Hände neuer Besitzer übergegangen, und zwar u. a. 786.592 Hektar landwirtschaftlichen Bodens. Im ganzen beträgt die Zahl dieser neuen Besitzer nach der Schätzung des Bodenamtes rund 525.000. [91, 746, 466, 936]
article-body: Der 28jährige Privatbeamte Ludwig Stangel war als Vertreter bei der Prossnitzer Agentie der Versicherungsgesellschaften „Anker“ und „Phönix“ (Otto Plater) angestellt. Stangel mißbrauchte das Vertrauen und unterschlug 30.000 K, welche er an Versicherungsprämien einkassiert hatte. Mit dem Gelde flüchtete er nach Wien, von wo er mehrmals an Plater schrieb und versprach, zurückzukehren und sich dem Gerichte zu stellen. Stangel wurde jedoch, ehe er seine wohl nicht ernst zu nehmende Absicht ausführte, in Wien verhaftet. Dieser Tage wurde er von dem Olmützer Kreisgerichte zu zehn Monaten schwerem Kerker verurteilt. [855, 1715, 1229, 1982]
article-body: zum Besuche der Jahresschau „Reisen und Wandern“ am 23. Juni ab Reichenberg. Der niedrig gehaltene Preis von 72 K ermöglicht es jedem, Dresden mit seinen herrlichen Bauten kennen zu lernen. Anmeldungen an das Reisebureau „Anker“, Reichenberg und Gablonz. [474, 965, 848, 1078]
article-heading: (Unfall bei Reparaturarbeiten der Seilbahn Johannisbad—Schwarzenberg.) [855, 341, 1230, 378]
article-item: * (Bauunfall.) Bei den Neiße-Regulierungsarbeiten in der neuen Brücke in Rosenthal I. T. sind gestern durch abrutschendes Erdreich die beiden Arbeiter Emil Mager und Rudolf Klemm völlig verschüttet worden, wobei beide innere Verletzungen erlitten. Die Freiwillige Rettungsgesellschaft leistete den Verunglückten die erste Hilfe und überführte sie in das hiesige Spital. [474, 1780, 849, 1951]
column-1 [91, 166, 465, 2174]
page-number-label: Seite 4. [89, 117, 180, 144]
article-item: * (Unfall bei Reparaturarbeiten der Seilbahn Johannisbad—Schwarzenberg.) Auf der Trasse der Seilschwebebahn Johannisbad—Schwarzenberg wurden am Dienstag früh Reparaturarbeiten dergestalt vorgenommen, daß die Tragseile verkürzt werden sollten. Beim Ausfangen bzw. Abfangen der auf 50.000 Kilogramm Druck gespannten Tragseile riß ein Klemmbacken, der zweite Klemmbacken hielt den vermehrten Druck nicht aus und riß gleichfalls. Ein Hilfsarbeiter wurde dadurch verletzt und mußte ins Marschendorfer Krankenhaus transportiert werden. Die Ausbesserungsarbeiten dürften längere Zeit in Anspruch nehmen und der Betrieb auf die Dauer von etwa zwei Wochen lahmgelegt sein. [855, 341, 1230, 647]
article-heading: (Die Ergebnisse der tschechoslowakischen Bodenreform.) [91, 726, 465, 763]
advertisement-subline: heilt ständiger Gebrauch v. jodierten Speisesalz „Strunal“ [513, 922, 810, 934]
article-item: * (Gefährlicher Sprung.) Auf furchtbare Art versuchte der 62jährige Reisende Franz P. am Dienstag abends Selbstmord zu verüben. Als der Personenzug der Strecke Reichenberg—Töplitz um 18 Uhr abends den Tunnelausfahrt bei Aupersch in passierte, wollte sich der Genannte vor die Lokomotive werfen. Er hatte die Distanz schlecht berechnet und sprang an die Lokomotive, statt vor dieselbe und diese schleuderte ihn zur Seite. Der Mann blieb mit einer linksseitigen Kopfverletzung liegen. Der Zug wurde angehalten und der Verletzte einwaggoniert, um dann am Bahnhof Töplitz-Schloßgarten von einem Sanitätsauto übernommen zu werden, das ihn ins Bezirkskrankenhaus brachte. [855, 1058, 1229, 1364]
article-heading: (Segnungen des Heilfonds.) [120, 939, 359, 957]
